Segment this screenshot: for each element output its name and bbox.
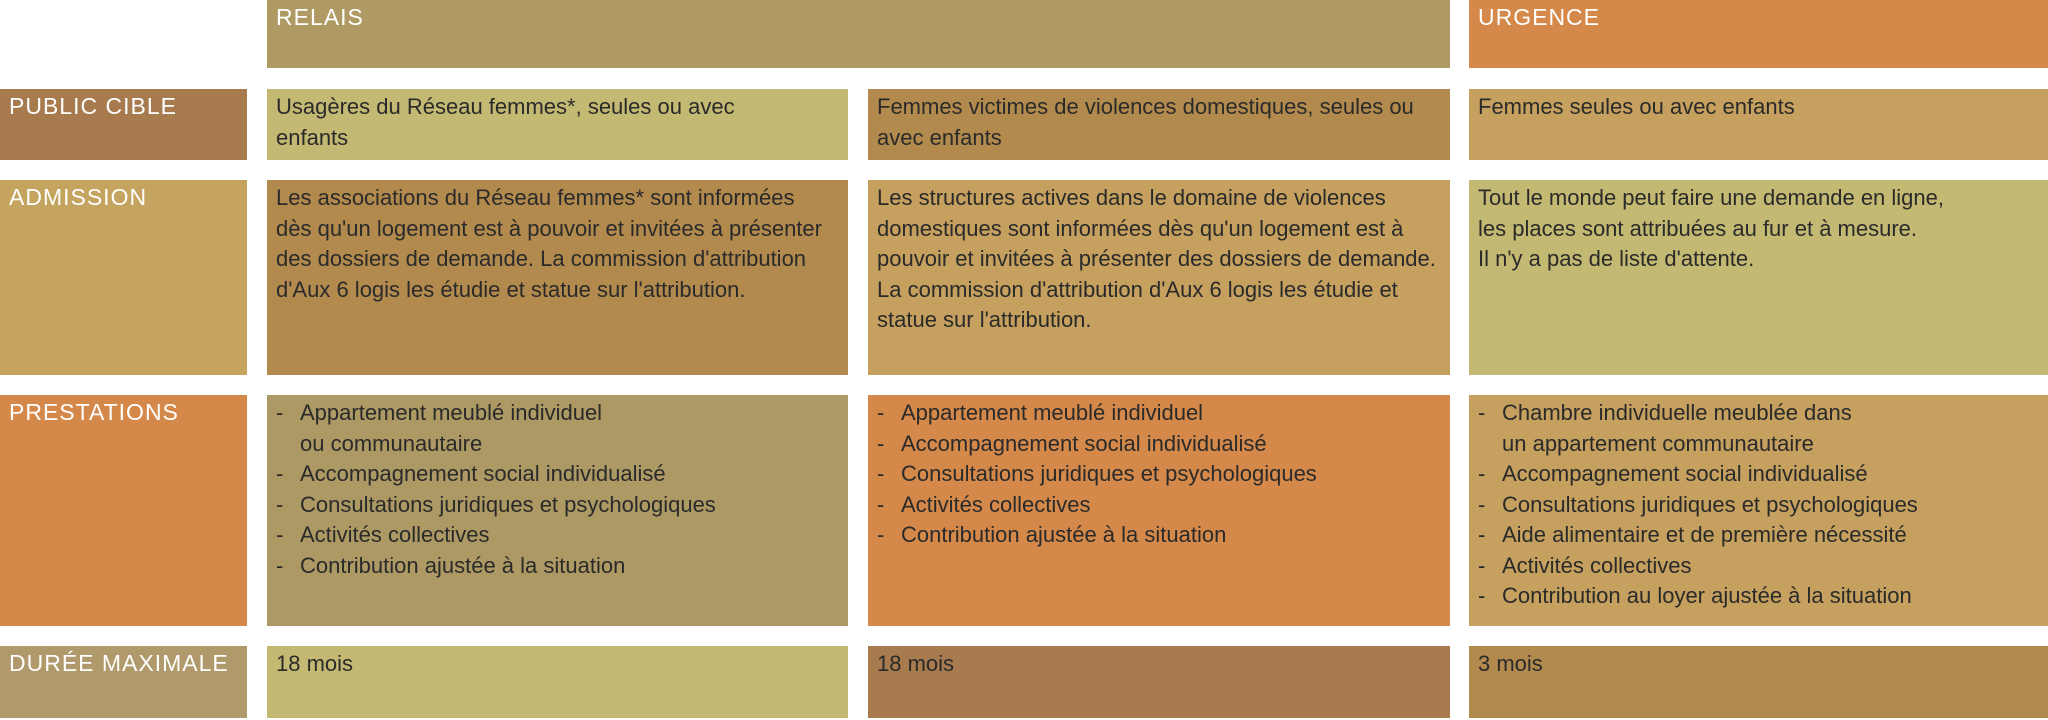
header-relais-label: RELAIS: [276, 4, 364, 30]
list-item: [1478, 459, 2039, 490]
list-item-text: - Appartement meublé individuel: [300, 400, 603, 425]
list-item: [276, 398, 839, 459]
header-relais: [267, 0, 1450, 68]
public-cible-relais-reseau-text: Usagères du Réseau femmes*, seules ou avec enfants: [276, 94, 735, 150]
row-label-prestations-text: PRESTATIONS: [9, 399, 179, 425]
admission-urgence-line-2: les places sont attribuées au fur et à mesure.: [1478, 215, 1918, 241]
row-label-public-cible: [0, 89, 247, 160]
list-item-text: Accompagnement social individualisé: [1502, 461, 1868, 486]
list-item: [877, 520, 1441, 551]
list-item-text: Contribution ajustée à la situation: [300, 552, 626, 578]
list-item: [276, 490, 839, 521]
prestations-relais-violences: [868, 395, 1450, 626]
list-item-text: Consultations juridiques et psychologiques: [300, 491, 716, 517]
public-cible-urgence: [1469, 89, 2048, 160]
list-item-text: Contribution ajustée à la situation: [901, 522, 1227, 547]
list-item: [276, 459, 839, 490]
list-item-text: Consultations juridiques et psychologiques: [901, 461, 1317, 486]
row-label-public-cible-text: PUBLIC CIBLE: [9, 93, 177, 119]
list-item: [1478, 490, 2039, 521]
list-item-text: Activités collectives: [300, 522, 490, 547]
row-label-admission-text: ADMISSION: [9, 184, 148, 210]
admission-relais-reseau: [267, 180, 848, 375]
header-urgence-label: URGENCE: [1478, 4, 1601, 30]
duree-relais-reseau-text: 18 mois: [276, 651, 354, 676]
list-item-text: Aide alimentaire et de première nécessité: [1502, 522, 1907, 547]
duree-relais-reseau: [267, 646, 848, 718]
prestations-relais-violences-list: [877, 398, 1441, 551]
duree-relais-violences-text: 18 mois: [877, 651, 955, 676]
list-item: [276, 551, 839, 582]
prestations-relais-reseau: [267, 395, 848, 626]
list-item: [877, 459, 1441, 490]
row-label-admission: [0, 180, 247, 375]
list-item: [1478, 398, 2039, 459]
list-item-text-cont: un appartement communautaire: [1502, 430, 1814, 456]
list-item-text: Consultations juridiques et psychologiques: [1502, 491, 1918, 517]
public-cible-relais-violences-text: Femmes victimes de violences domestiques, seules ou avec enfants: [877, 94, 1414, 150]
list-item-text: Accompagnement social individualisé: [901, 430, 1267, 456]
public-cible-relais-reseau: [267, 89, 848, 160]
list-item-text: - Chambre individuelle meublée dans: [1502, 400, 1852, 425]
admission-relais-reseau-text: Les associations du Réseau femmes* sont informées dès qu'un logement est à pouvoir et invitées à présenter des dossiers de demande. La commission d'attribution d'Aux 6 logis les étudie et statue sur l'attribution.: [276, 185, 822, 302]
list-item: [1478, 551, 2039, 582]
duree-urgence-text: 3 mois: [1478, 651, 1543, 676]
list-item-text: Activités collectives: [1502, 552, 1692, 578]
prestations-urgence: [1469, 395, 2048, 626]
admission-urgence-line-3: Il n'y a pas de liste d'attente.: [1478, 246, 1755, 271]
list-item: [877, 429, 1441, 460]
row-label-duree-maximale-text: DURÉE MAXIMALE: [9, 650, 229, 676]
list-item-text: Activités collectives: [901, 491, 1091, 517]
admission-relais-violences: [868, 180, 1450, 375]
prestations-relais-reseau-list: [276, 398, 839, 581]
admission-relais-violences-text: Les structures actives dans le domaine de violences domestiques sont informées dès qu'un logement est à pouvoir et invitées à présenter des dossiers de demande. La commission d'attribution d'Aux 6 logis les étudie et statue sur l'attribution.: [877, 185, 1436, 332]
admission-urgence-line-1: Tout le monde peut faire une demande en ligne,: [1478, 185, 1944, 210]
list-item: [1478, 581, 2039, 612]
list-item: [276, 520, 839, 551]
row-label-prestations: [0, 395, 247, 626]
public-cible-urgence-text: Femmes seules ou avec enfants: [1478, 94, 1795, 119]
list-item: [1478, 520, 2039, 551]
row-label-duree-maximale: [0, 646, 247, 718]
prestations-urgence-list: [1478, 398, 2039, 612]
admission-urgence: [1469, 180, 2048, 375]
list-item-text: Contribution au loyer ajustée à la situation: [1502, 583, 1912, 608]
duree-relais-violences: [868, 646, 1450, 718]
list-item: [877, 398, 1441, 429]
list-item: [877, 490, 1441, 521]
list-item-text: Appartement meublé individuel: [901, 400, 1204, 425]
list-item-text: Accompagnement social individualisé: [300, 461, 666, 486]
public-cible-relais-violences: [868, 89, 1450, 160]
duree-urgence: [1469, 646, 2048, 718]
header-urgence: [1469, 0, 2048, 68]
list-item-text-cont: ou communautaire: [300, 430, 483, 456]
